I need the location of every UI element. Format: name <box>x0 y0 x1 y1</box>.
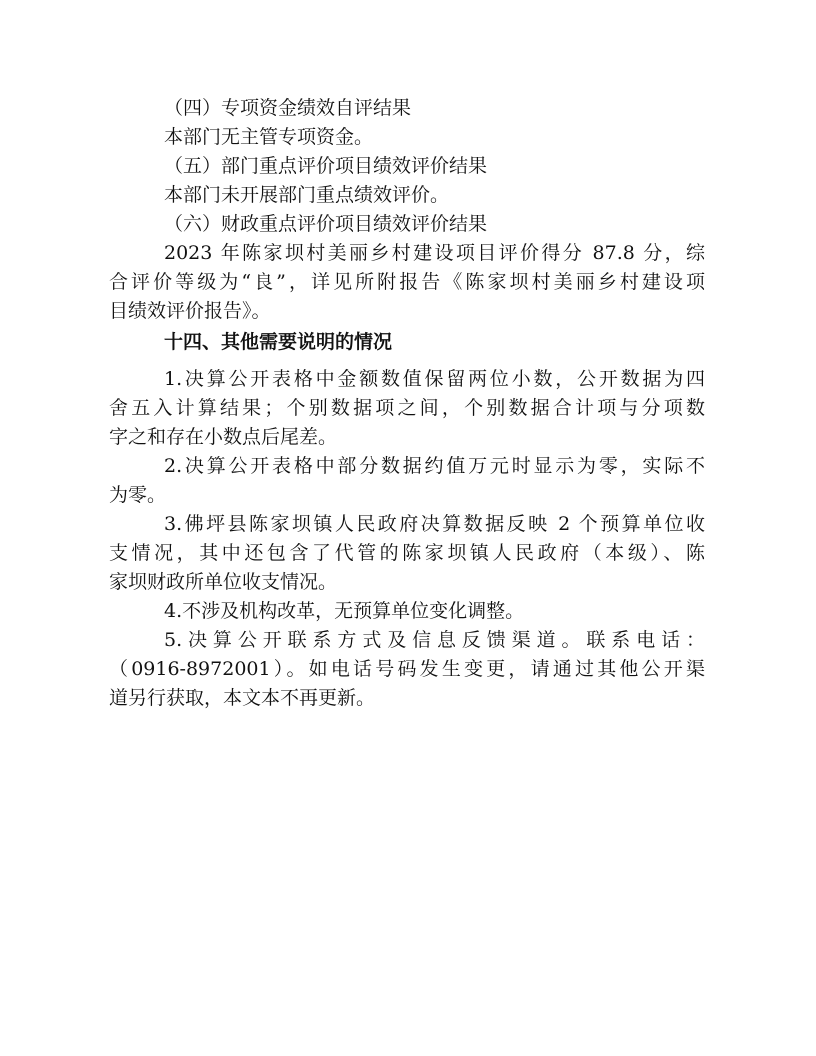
paragraph-line: 1.决算公开表格中金额数值保留两位小数，公开数据为四 <box>164 368 705 390</box>
section-6-paragraph <box>109 239 705 326</box>
section-14-heading: 十四、其他需要说明的情况 <box>164 331 393 353</box>
paragraph-line: 4.不涉及机构改革，无预算单位变化调整。 <box>164 600 525 622</box>
paragraph-line: 舍五入计算结果；个别数据项之间，个别数据合计项与分项数 <box>109 397 705 419</box>
paragraph-line: 3.佛坪县陈家坝镇人民政府决算数据反映 2 个预算单位收 <box>164 513 705 535</box>
paragraph-line: 5.决算公开联系方式及信息反馈渠道。联系电话： <box>164 629 705 651</box>
section-5-body: 本部门未开展部门重点绩效评价。 <box>164 184 450 206</box>
paragraph-line: 2.决算公开表格中部分数据约值万元时显示为零，实际不 <box>164 455 705 477</box>
section-4-heading: （四）专项资金绩效自评结果 <box>164 97 412 119</box>
item-4 <box>109 597 705 626</box>
paragraph-line: 2023 年陈家坝村美丽乡村建设项目评价得分 87.8 分，综 <box>164 242 705 264</box>
section-5-heading: （五）部门重点评价项目绩效评价结果 <box>164 155 488 177</box>
paragraph-line: 合评价等级为“良”，详见所附报告《陈家坝村美丽乡村建设项 <box>109 271 705 293</box>
paragraph-line: 家坝财政所单位收支情况。 <box>109 571 338 593</box>
item-3 <box>109 510 705 597</box>
paragraph-line: 支情况，其中还包含了代管的陈家坝镇人民政府（本级）、陈 <box>109 542 705 564</box>
paragraph-line: 目绩效评价报告》。 <box>109 300 271 322</box>
document-page <box>109 94 705 713</box>
paragraph-line: 为零。 <box>109 484 167 506</box>
item-1 <box>109 365 705 452</box>
item-2 <box>109 452 705 510</box>
item-5 <box>109 626 705 713</box>
paragraph-line: 字之和存在小数点后尾差。 <box>109 426 338 448</box>
paragraph-line: （0916-8972001）。如电话号码发生变更，请通过其他公开渠 <box>109 658 705 680</box>
section-4-body: 本部门无主管专项资金。 <box>164 126 374 148</box>
paragraph-line: 道另行获取，本文本不再更新。 <box>109 687 376 709</box>
section-6-heading: （六）财政重点评价项目绩效评价结果 <box>164 213 488 235</box>
